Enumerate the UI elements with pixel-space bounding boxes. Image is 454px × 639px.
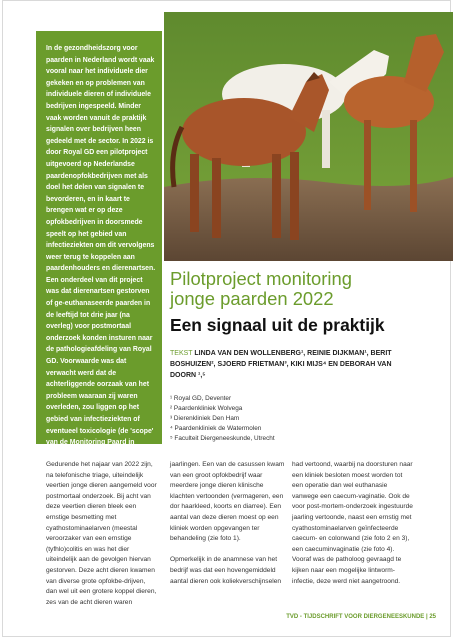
footer-separator: |	[425, 614, 428, 620]
body-column-1	[46, 460, 158, 608]
body-paragraph: Opmerkelijk in de anamnese van het bedrijf was dat een hovengemiddeld aantal dieren ook koliekverschijnselen	[170, 556, 282, 585]
horses-image	[164, 12, 453, 261]
affiliation-item: ³ Dierenkliniek Den Ham	[170, 415, 240, 423]
article-headline: Een signaal uit de praktijk	[170, 315, 385, 335]
page-footer	[0, 614, 436, 620]
body-paragraph: had vertoond, waarbij na doorsturen naar een kliniek besloten moest worden tot een operatie dan wel euthanasie vanwege een caecum-vaginatie. Ook de voor post-mortem-onderzoek ingestuurde jaarling vertoonde, naast een ernstig met cyathostominaelarven geïnfecteerde caecum- en colonwand (zie foto 2 en 3), een caecuminvaginatie (zie foto 4). Vooraf was de patholoog gevraagd te kijken naar een mogelijke lintworm-infectie, deze werd niet aangetroond.	[292, 461, 413, 585]
byline-label: TEKST	[170, 350, 193, 357]
body-paragraph: jaarlingen. Een van de casussen kwam van een groot opfokbedrijf waar meerdere jonge dieren klinische klachten vertoonden (vermageren, een dor haarkleed, koorts en diarree). Een aantal van deze dieren moest op een kliniek worden opgevangen ter behandeling (zie foto 1).	[170, 461, 285, 543]
body-column-3	[292, 460, 414, 587]
affiliations	[170, 394, 390, 444]
byline	[170, 348, 415, 381]
journal-name: TVD - TIJDSCHRIFT VOOR DIERGENEESKUNDE	[286, 614, 425, 620]
body-paragraph: Gedurende het najaar van 2022 zijn, na telefonische triage, uiteindelijk veertien jonge dieren aangemeld voor postmortaal onderzoek. Bij acht van deze veertien dieren bleek een ernstige besmetting met cyathostominaelarven (meestal veroorzaker van een ernstige (tyfhlo)colitis en was het dier uiteindelijk aan de gevolgen hiervan gestorven. Deze acht dieren kwamen van diverse grote opfokbe-drijven, dan wel uit een grotere koppel dieren, zes van de acht dieren waren	[46, 461, 157, 606]
page-number: 25	[429, 614, 436, 620]
affiliation-item: ² Paardenkliniek Wolvega	[170, 405, 243, 413]
affiliation-item: ¹ Royal GD, Deventer	[170, 395, 232, 402]
title-line-1: Pilotproject monitoring	[170, 268, 352, 289]
affiliation-item: ⁵ Faculteit Diergeneeskunde, Utrecht	[170, 435, 275, 443]
title-line-2: jonge paarden 2022	[170, 288, 334, 309]
intro-text: In de gezondheidszorg voor paarden in Nederland wordt vaak vooral naar het individuele dier gekeken en op problemen van individuele dieren of individuele bedrijven ingespeeld. Minder vaak worden vanuit de praktijk signalen over bedrijven heen gedeeld met de sector. In 2022 is door Royal GD een pilotproject uitgevoerd op Nederlandse paardenopfokbedrijven met als doel het delen van signalen te bevorderen, en in kaart te brengen wat er op deze opfokbedrijven in doorsmede speelt op het gebied van infectieziekten om dit vervolgens weer terug te koppelen aan paardenhouders en dierenartsen. Een onderdeel van dit project was dat dierenartsen gestorven of ge-euthanaseerde paarden in de leeftijd tot drie jaar (na overleg) voor postmortaal onderzoek konden insturen naar de pathologieafdeling van Royal GD. Voorwaarde was dat verwacht werd dat de achterliggende oorzaak van het probleem waaraan zij waren overleden, zou liggen op het gebied van infectieziekten of eventueel toxicologie (de 'scope' van de Monitoring Paard in Nederland).	[46, 45, 156, 458]
body-column-2	[170, 460, 285, 587]
byline-authors: LINDA VAN DEN WOLLENBERG¹, REINIE DIJKMAN¹, BERIT BOSHUIZEN², SJOERD FRIETMAN³, KIKI MIJS⁴ EN DEBORAH VAN DOORN ¹,⁵	[170, 350, 392, 379]
horses-photo	[164, 12, 453, 261]
intro-sidebar	[36, 31, 162, 458]
affiliation-item: ⁴ Paardenkliniek de Watermolen	[170, 425, 262, 433]
